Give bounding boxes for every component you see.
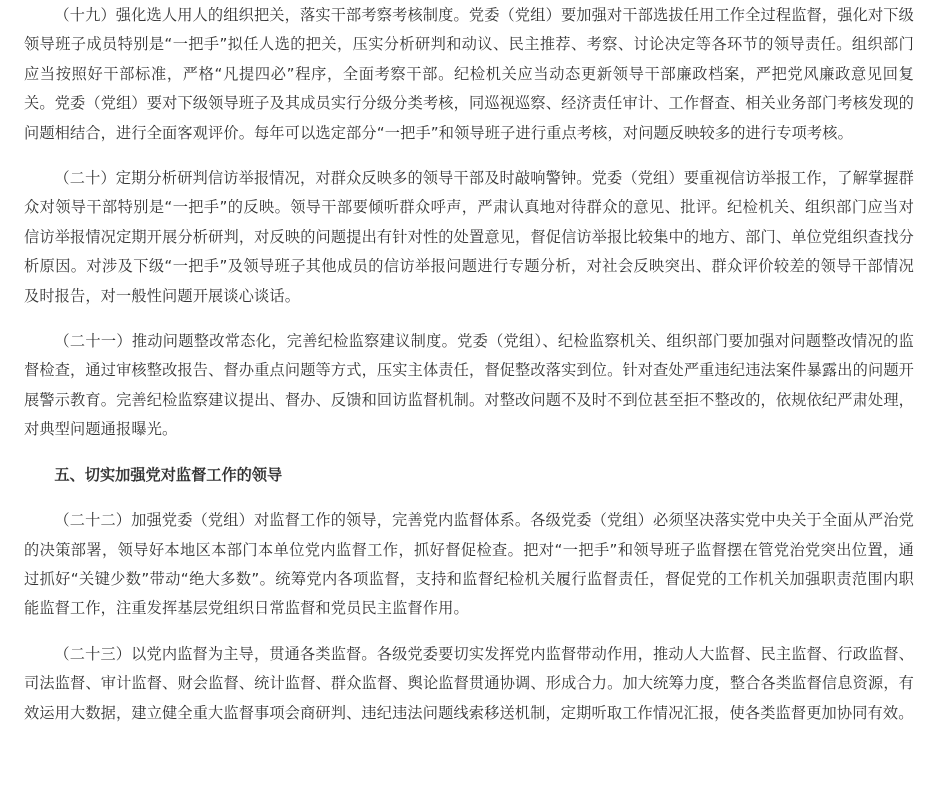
paragraph-19: （十九）强化选人用人的组织把关，落实干部考察考核制度。党委（党组）要加强对干部选拔任用工作全过程监督，强化对下级领导班子成员特别是“一把手”拟任人选的把关，压实分析研判和动议、民主推荐、考察、讨论决定等各环节的领导责任。组织部门应当按照好干部标准，严格“凡提四必”程序，全面考察干部。纪检机关应当动态更新领导干部廉政档案，严把党风廉政意见回复关。党委（党组）要对下级领导班子及其成员实行分级分类考核，同巡视巡察、经济责任审计、工作督查、相关业务部门考核发现的问题相结合，进行全面客观评价。每年可以选定部分“一把手”和领导班子进行重点考核，对问题反映较多的进行专项考核。 (24, 6, 914, 142)
paragraph-21: （二十一）推动问题整改常态化，完善纪检监察建议制度。党委（党组）、纪检监察机关、组织部门要加强对问题整改情况的监督检查，通过审核整改报告、督办重点问题等方式，压实主体责任，督促整改落实到位。针对查处严重违纪违法案件暴露出的问题开展警示教育。完善纪检监察建议提出、督办、反馈和回访监督机制。对整改问题不及时不到位甚至拒不整改的，依规依纪严肃处理，对典型问题通报曝光。 (24, 332, 914, 439)
paragraph-20: （二十）定期分析研判信访举报情况，对群众反映多的领导干部及时敲响警钟。党委（党组）要重视信访举报工作，了解掌握群众对领导干部特别是“一把手”的反映。领导干部要倾听群众呼声，严肃认真地对待群众的意见、批评。纪检机关、组织部门应当对信访举报情况定期开展分析研判，对反映的问题提出有针对性的处置意见，督促信访举报比较集中的地方、部门、单位党组织查找分析原因。对涉及下级“一把手”及领导班子其他成员的信访举报问题进行专题分析，对社会反映突出、群众评价较差的领导干部情况及时报告，对一般性问题开展谈心谈话。 (24, 169, 914, 305)
paragraph-23: （二十三）以党内监督为主导，贯通各类监督。各级党委要切实发挥党内监督带动作用，推动人大监督、民主监督、行政监督、司法监督、审计监督、财会监督、统计监督、群众监督、舆论监督贯通协调、形成合力。加大统筹力度，整合各类监督信息资源，有效运用大数据，建立健全重大监督事项会商研判、违纪违法问题线索移送机制，定期听取工作情况汇报，使各类监督更加协同有效。 (24, 644, 914, 722)
section-heading: 五、切实加强党对监督工作的领导 (54, 465, 283, 484)
document-body (24, 0, 914, 744)
paragraph-22: （二十二）加强党委（党组）对监督工作的领导，完善党内监督体系。各级党委（党组）必须坚决落实党中央关于全面从严治党的决策部署，领导好本地区本部门本单位党内监督工作，抓好督促检查。把对“一把手”和领导班子监督摆在管党治党突出位置，通过抓好“关键少数”带动“绝大多数”。统筹党内各项监督，支持和监督纪检机关履行监督责任，督促党的工作机关加强职责范围内职能监督工作，注重发挥基层党组织日常监督和党员民主监督作用。 (24, 511, 914, 618)
